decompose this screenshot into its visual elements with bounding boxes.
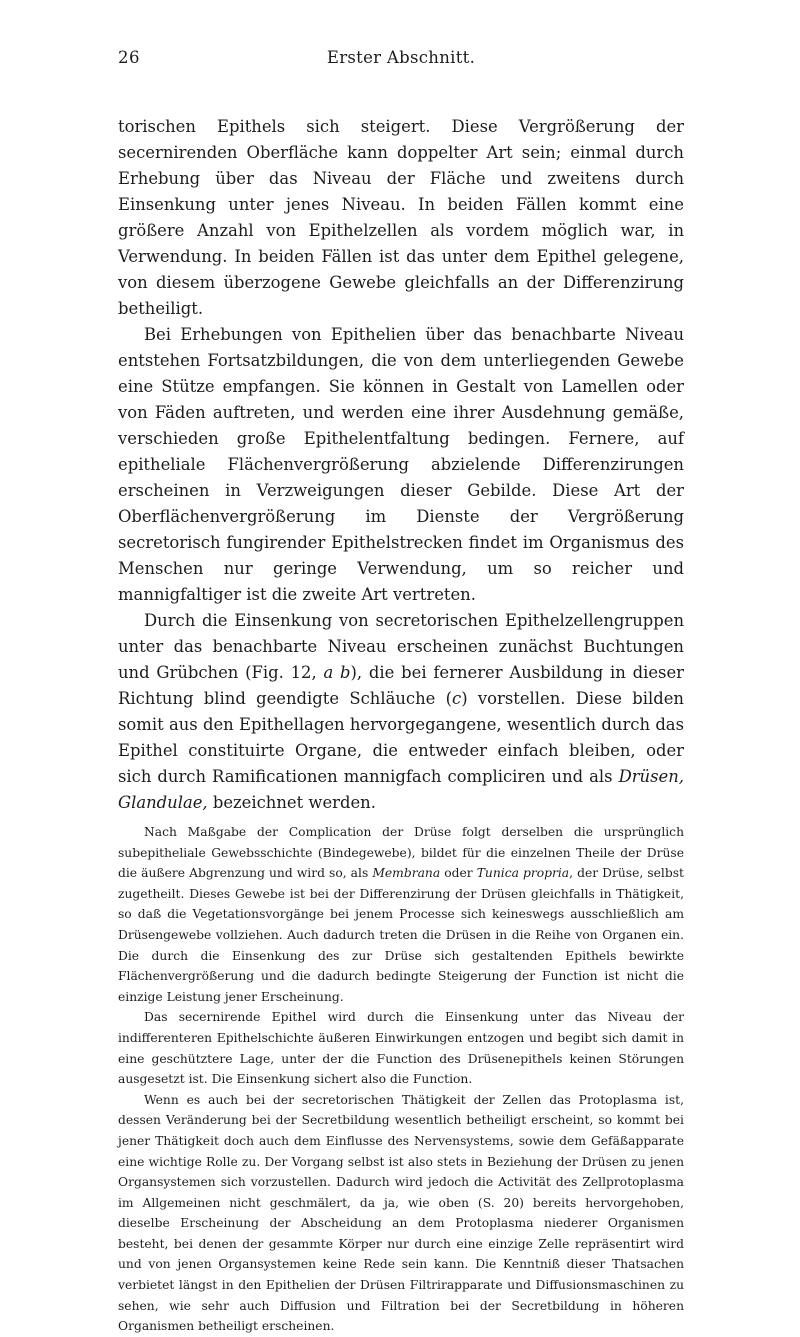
- section-title: Erster Abschnitt.: [326, 48, 476, 67]
- text-run: bezeichnet werden.: [207, 793, 376, 812]
- text-run: oder: [440, 866, 477, 881]
- note-paragraph: [118, 1007, 684, 1089]
- body-text: [118, 114, 684, 1337]
- text-run: Nach Maßgabe der Complication der Drüse folgt derselben die ursprünglich subepitheliale Gewebsschichte (Bindegewebe), bildet für die einzelnen Theile der Drüse die äußere Abgrenzung und wird so, als: [118, 825, 684, 881]
- text-run: Wenn es auch bei der secretorischen Thätigkeit der Zellen das Protoplasma ist, dessen Veränderung bei der Secretbildung wesentlich betheiligt erscheint, so kommt bei jener Thätigkeit doch auch dem Einflusse des Nervensystems, sowie dem Gefäßapparate eine wichtige Rolle zu. Der Vorgang selbst ist also stets in Beziehung der Drüsen zu jenen Organsystemen sich vorzustellen. Dadurch wird jedoch die Activität des Zellprotoplasma im Allgemeinen nicht geschmälert, da ja, wie oben (S. 20) bereits hervorgehoben, dieselbe Erscheinung der Abscheidung an dem Protoplasma niederer Organismen besteht, bei denen der gesammte Körper nur durch eine einzige Zelle repräsentirt wird und von jenen Organsystemen keine Rede sein kann. Die Kenntniß dieser Thatsachen verbietet längst in den Epithelien der Drüsen Filtrirapparate und Diffusionsmaschinen zu sehen, wie sehr auch Diffusion und Filtration bei der Secretbildung in höheren Organismen betheiligt erscheinen.: [118, 1092, 684, 1334]
- main-paragraph: [118, 608, 684, 816]
- text-run: torischen Epithels sich steigert. Diese Vergrößerung der secernirenden Oberfläche kann doppelter Art sein; einmal durch Erhebung über das Niveau der Fläche und zweitens durch Einsenkung unter jenes Niveau. In beiden Fällen kommt eine größere Anzahl von Epithelzellen als vordem möglich war, in Verwendung. In beiden Fällen ist das unter dem Epithel gelegene, von diesem überzogene Gewebe gleichfalls an der Differenzirung betheiligt.: [118, 117, 684, 318]
- text-run: Das secernirende Epithel wird durch die Einsenkung unter das Niveau der indifferenteren Epithelschichte äußeren Einwirkungen entzogen und begibt sich damit in eine geschütztere Lage, unter der die Function des Drüsenepithels keinen Störungen ausgesetzt ist. Die Einsenkung sichert also die Function.: [118, 1010, 684, 1087]
- main-paragraph: [118, 322, 684, 608]
- main-paragraph: [118, 114, 684, 322]
- text-run: ) vorstellen. Diese bilden somit aus den Epithellagen hervorgegangene, wesentlich durch das Epithel constituirte Organe, die entweder einfach bleiben, oder sich durch Ramificationen mannigfach compliciren und als: [118, 689, 684, 786]
- italic-term: Membrana: [372, 866, 441, 881]
- running-head: [118, 48, 684, 74]
- text-run: ), die bei fernerer Ausbildung in dieser Richtung blind geendigte Schläuche (: [118, 663, 684, 708]
- italic-term: a b: [323, 663, 351, 682]
- italic-term: Tunica propria: [476, 866, 570, 881]
- note-paragraph: [118, 1090, 684, 1337]
- note-paragraph: [118, 822, 684, 1007]
- italic-term: c: [452, 689, 462, 708]
- text-run: Bei Erhebungen von Epithelien über das benachbarte Niveau entstehen Fortsatzbildungen, die von dem unterliegenden Gewebe eine Stütze empfangen. Sie können in Gestalt von Lamellen oder von Fäden auftreten, und werden eine ihrer Ausdehnung gemäße, verschieden große Epithelentfaltung bedingen. Fernere, auf epitheliale Flächenvergrößerung abzielende Differenzirungen erscheinen in Verzweigungen dieser Gebilde. Diese Art der Oberflächenvergrößerung im Dienste der Vergrößerung secretorisch fungirender Epithelstrecken findet im Organismus des Menschen nur geringe Verwendung, um so reicher und mannigfaltiger ist die zweite Art vertreten.: [118, 325, 684, 604]
- italic-term: Drüsen, Glandulae,: [118, 767, 684, 812]
- main-text: [118, 114, 684, 816]
- text-run: Durch die Einsenkung von secretorischen Epithelzellengruppen unter das benachbarte Niveau erscheinen zunächst Buchtungen und Grübchen (Fig. 12,: [118, 611, 684, 682]
- text-run: , der Drüse, selbst zugetheilt. Dieses Gewebe ist bei der Differenzirung der Drüsen gleichfalls in Thätigkeit, so daß die Vegetationsvorgänge bei jenem Processe sich keineswegs ausschließlich am Drüsengewebe vollziehen. Auch dadurch treten die Drüsen in die Reihe von Organen ein. Die durch die Einsenkung des zur Drüse sich gestaltenden Epithels bewirkte Flächenvergrößerung und die dadurch bedingte Steigerung der Function ist nicht die einzige Leistung jener Erscheinung.: [118, 866, 684, 1004]
- page-number: 26: [118, 48, 140, 67]
- small-print-notes: [118, 822, 684, 1337]
